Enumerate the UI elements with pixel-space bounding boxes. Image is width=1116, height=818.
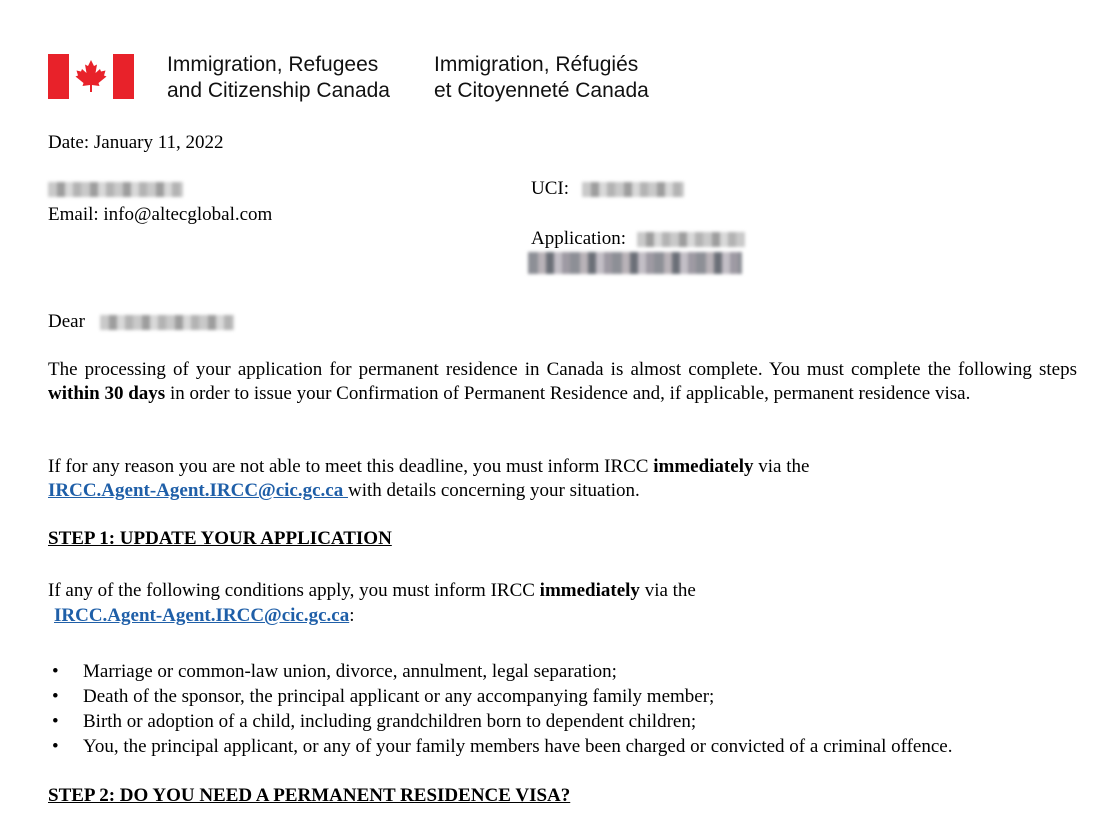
para2-text-1: If for any reason you are not able to meet this deadline, you must inform IRCC [48,456,654,477]
uci-line [531,177,684,201]
email-link-ircc-2[interactable]: IRCC.Agent-Agent.IRCC@cic.gc.ca [54,605,350,626]
list-item-text: Birth or adoption of a child, including grandchildren born to dependent children; [83,711,697,732]
dept-fr-line-2: et Citoyenneté Canada [434,79,649,102]
conditions-list [48,659,952,759]
paragraph-conditions-line-2 [54,604,355,628]
para3-text-3: : [349,605,355,626]
paragraph-deadline-line-1 [48,455,809,479]
department-name-french [434,52,649,104]
bullet-icon: • [52,736,59,757]
list-item [48,684,952,709]
uci-label: UCI: [531,178,569,199]
paragraph-deadline-line-2 [48,479,640,503]
application-number-redacted [528,252,742,281]
list-item [48,734,952,759]
department-name-english [167,52,390,104]
dept-en-line-1: Immigration, Refugees [167,53,379,76]
dept-en-line-2: and Citizenship Canada [167,79,390,102]
para2-text-2: via the [753,456,810,477]
para2-bold: immediately [653,456,754,477]
para1-text-2: in order to issue your Confirmation of Permanent Residence and, if applicable, permanent residence visa. [165,383,971,404]
step2-heading: STEP 2: DO YOU NEED A PERMANENT RESIDENCE VISA? [48,785,571,806]
canada-flag-icon [48,54,134,99]
application-redacted [637,232,745,247]
dept-fr-line-1: Immigration, Réfugiés [434,53,639,76]
salutation-name-redacted [100,315,234,330]
list-item-text: Marriage or common-law union, divorce, annulment, legal separation; [83,661,617,682]
list-item-text: You, the principal applicant, or any of your family members have been charged or convicted of a criminal offence. [83,736,953,757]
step1-heading: STEP 1: UPDATE YOUR APPLICATION [48,528,392,549]
salutation-text: Dear [48,311,85,332]
para3-text-2: via the [639,580,696,601]
para3-bold: immediately [539,580,640,601]
list-item [48,709,952,734]
paragraph-processing [48,358,1077,406]
redacted-block-dark [528,252,742,274]
para2-text-3: with details concerning your situation. [347,480,640,501]
bullet-icon: • [52,661,59,682]
para1-bold: within 30 days [48,383,166,404]
list-item [48,659,952,684]
email-link-ircc-1[interactable]: IRCC.Agent-Agent.IRCC@cic.gc.ca [48,480,348,501]
redacted-block [48,182,183,197]
application-line [531,227,745,251]
application-label: Application: [531,228,626,249]
uci-redacted [582,182,684,197]
para3-text-1: If any of the following conditions apply, you must inform IRCC [48,580,540,601]
paragraph-conditions-line-1 [48,579,696,603]
letter-date: Date: January 11, 2022 [48,132,224,153]
recipient-name-redacted [48,177,183,201]
salutation [48,310,234,334]
para1-text-1: The processing of your application for permanent residence in Canada is almost complete. You must complete the following steps [48,359,1077,380]
list-item-text: Death of the sponsor, the principal applicant or any accompanying family member; [83,686,715,707]
recipient-email: Email: info@altecglobal.com [48,204,273,225]
bullet-icon: • [52,711,59,732]
bullet-icon: • [52,686,59,707]
